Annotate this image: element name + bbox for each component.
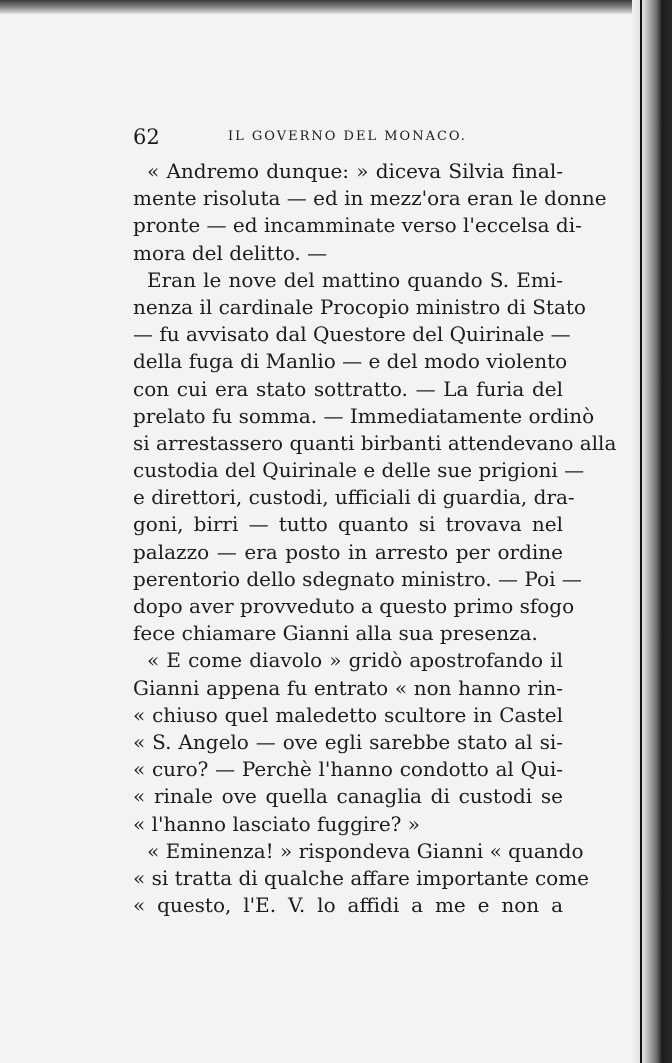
- text-line: « rinale ove quella canaglia di custodi se: [133, 784, 563, 809]
- text-line: custodia del Quirinale e delle sue prigioni —: [133, 458, 585, 483]
- scan-top-edge: [0, 0, 672, 14]
- text-line: pronte — ed incamminate verso l'eccelsa di-: [133, 213, 582, 238]
- text-line: « Eminenza! » rispondeva Gianni « quando: [147, 838, 584, 863]
- text-line: mora del delitto. —: [133, 240, 328, 265]
- text-line: mente risoluta — ed in mezz'ora eran le donne: [133, 186, 607, 211]
- text-line: « S. Angelo — ove egli sarebbe stato al si-: [133, 729, 563, 754]
- text-line: « l'hanno lasciato fuggire? »: [133, 811, 420, 836]
- text-line: « questo, l'E. V. lo affidi a me e non a: [133, 893, 563, 918]
- scan-binding-edge: [632, 0, 672, 1063]
- text-line: della fuga di Manlio — e del modo violento: [133, 349, 568, 374]
- text-line: con cui era stato sottratto. — La furia del: [133, 376, 563, 401]
- text-line: si arrestassero quanti birbanti attendevano alla: [133, 430, 617, 455]
- body-text: [133, 158, 617, 919]
- page-header: [133, 124, 563, 154]
- text-line: « si tratta di qualche affare importante come: [133, 865, 590, 890]
- running-title: IL GOVERNO DEL MONACO.: [228, 129, 467, 144]
- text-line: prelato fu somma. — Immediatamente ordinò: [133, 403, 595, 428]
- text-line: perentorio dello sdegnato ministro. — Poi —: [133, 566, 582, 591]
- text-line: fece chiamare Gianni alla sua presenza.: [133, 621, 538, 646]
- text-line: « curo? — Perchè l'hanno condotto al Qui-: [133, 757, 563, 782]
- binding-line: [640, 0, 642, 1063]
- text-line: « chiuso quel maledetto scultore in Castel: [133, 702, 563, 727]
- text-line: « E come diavolo » gridò apostrofando il: [147, 648, 563, 673]
- text-line: palazzo — era posto in arresto per ordine: [133, 539, 563, 564]
- text-line: dopo aver provveduto a questo primo sfogo: [133, 594, 575, 618]
- text-line: goni, birri — tutto quanto si trovava nel: [133, 512, 563, 537]
- text-line: Gianni appena fu entrato « non hanno rin-: [133, 675, 563, 700]
- text-line: — fu avvisato dal Questore del Quirinale —: [133, 322, 571, 347]
- text-line: e direttori, custodi, ufficiali di guardia, dra-: [133, 485, 575, 510]
- text-line: Eran le nove del mattino quando S. Emi-: [147, 267, 563, 292]
- text-line: nenza il cardinale Procopio ministro di Stato: [133, 294, 586, 319]
- page-number: 62: [133, 125, 160, 149]
- text-line: « Andremo dunque: » diceva Silvia final-: [147, 159, 563, 183]
